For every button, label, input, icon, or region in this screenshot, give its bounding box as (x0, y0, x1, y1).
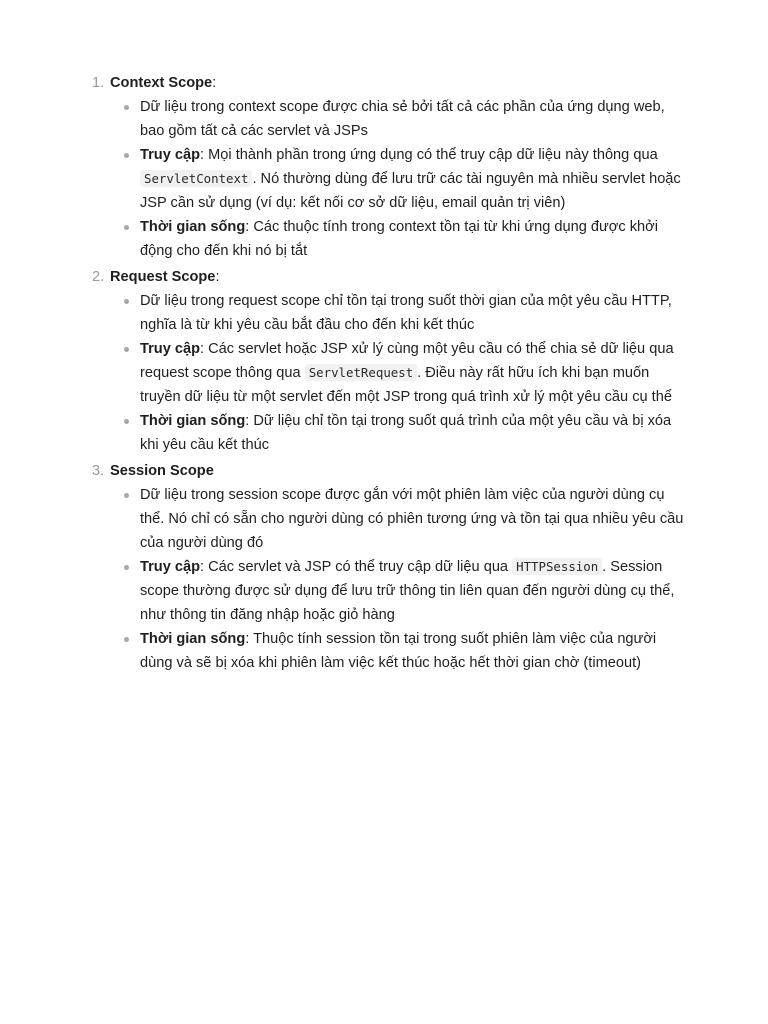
bullet-text-run: Dữ liệu trong request scope chỉ tồn tại trong suốt thời gian của một yêu cầu HTTP, nghĩa là từ khi yêu cầu bắt đầu cho đến khi kết thúc (140, 293, 672, 333)
bullet-dot-icon (124, 225, 129, 230)
bullet-text-run: : Các thuộc tính trong context tồn tại từ khi ứng dụng được khởi động cho đến khi nó bị tắt (140, 219, 658, 259)
bullet-text (140, 147, 681, 211)
bullet-text (140, 341, 674, 405)
section-heading (92, 265, 688, 289)
bullet-label: Truy cập (140, 147, 201, 163)
bullet-item (124, 555, 688, 627)
bullet-list (124, 289, 688, 457)
section-title (110, 71, 216, 95)
section-title-text: Context Scope (110, 75, 213, 91)
scope-list (92, 71, 688, 675)
bullet-text (140, 219, 658, 259)
bullet-text (140, 559, 674, 623)
bullet-dot-icon (124, 347, 129, 352)
bullet-dot-icon (124, 105, 129, 110)
bullet-text (140, 413, 671, 453)
bullet-item (124, 289, 688, 337)
bullet-label: Thời gian sống (140, 631, 246, 647)
bullet-label: Thời gian sống (140, 219, 246, 235)
bullet-dot-icon (124, 299, 129, 304)
section-heading (92, 459, 688, 483)
bullet-text-run: : Các servlet và JSP có thể truy cập dữ liệu qua (200, 559, 513, 575)
bullet-text-run: : Các servlet hoặc JSP xử lý cùng một yêu cầu có thể chia sẻ dữ liệu qua request scope thông qua (140, 341, 674, 381)
bullet-item (124, 337, 688, 409)
section-title (110, 265, 220, 289)
inline-code: ServletRequest (305, 364, 417, 381)
bullet-dot-icon (124, 153, 129, 158)
bullet-dot-icon (124, 637, 129, 642)
bullet-item (124, 215, 688, 263)
bullet-item (124, 627, 688, 675)
section-heading (92, 71, 688, 95)
bullet-dot-icon (124, 493, 129, 498)
bullet-item (124, 483, 688, 555)
bullet-text-run: : Mọi thành phần trong ứng dụng có thể truy cập dữ liệu này thông qua (200, 147, 658, 163)
section-number: 2. (92, 269, 105, 285)
section-number: 1. (92, 75, 105, 91)
bullet-text (140, 293, 672, 333)
section-title-text: Session Scope (110, 463, 214, 479)
scope-section (92, 459, 688, 675)
bullet-text (140, 487, 683, 551)
bullet-text-run: . Điều này rất hữu ích khi bạn muốn truyền dữ liệu từ một servlet đến một JSP trong quá trình xử lý một yêu cầu cụ thể (140, 365, 672, 405)
inline-code: HTTPSession (512, 558, 602, 575)
bullet-text-run: : Dữ liệu chỉ tồn tại trong suốt quá trình của một yêu cầu và bị xóa khi yêu cầu kết thúc (140, 413, 672, 453)
bullet-text-run: Dữ liệu trong session scope được gắn với một phiên làm việc của người dùng cụ thể. Nó chỉ có sẵn cho người dùng có phiên tương ứng và tồn tại qua nhiều yêu cầu của người dùng đó (140, 487, 684, 551)
bullet-item (124, 95, 688, 143)
bullet-item (124, 409, 688, 457)
bullet-text (140, 631, 656, 671)
section-title-suffix: : (212, 75, 217, 91)
bullet-text-run: . Session scope thường được sử dụng để lưu trữ thông tin liên quan đến người dùng cụ thể, như thông tin đăng nhập hoặc giỏ hàng (140, 559, 675, 623)
bullet-text-run: . Nó thường dùng để lưu trữ các tài nguyên mà nhiều servlet hoặc JSP cần sử dụng (ví dụ: kết nối cơ sở dữ liệu, email quản trị viên) (140, 171, 681, 211)
bullet-list (124, 95, 688, 263)
bullet-text (140, 99, 665, 139)
section-number: 3. (92, 463, 105, 479)
section-title-text: Request Scope (110, 269, 216, 285)
scope-section (92, 71, 688, 263)
bullet-label: Thời gian sống (140, 413, 246, 429)
bullet-dot-icon (124, 419, 129, 424)
bullet-dot-icon (124, 565, 129, 570)
bullet-list (124, 483, 688, 675)
section-title-suffix: : (215, 269, 220, 285)
section-title (110, 459, 214, 483)
bullet-item (124, 143, 688, 215)
bullet-label: Truy cập (140, 341, 201, 357)
bullet-text-run: Dữ liệu trong context scope được chia sẻ bởi tất cả các phần của ứng dụng web, bao gồm tất cả các servlet và JSPs (140, 99, 665, 139)
scope-section (92, 265, 688, 457)
inline-code: ServletContext (140, 170, 252, 187)
bullet-label: Truy cập (140, 559, 201, 575)
bullet-text-run: : Thuộc tính session tồn tại trong suốt phiên làm việc của người dùng và sẽ bị xóa khi phiên làm việc kết thúc hoặc hết thời gian chờ (timeout) (140, 631, 657, 671)
